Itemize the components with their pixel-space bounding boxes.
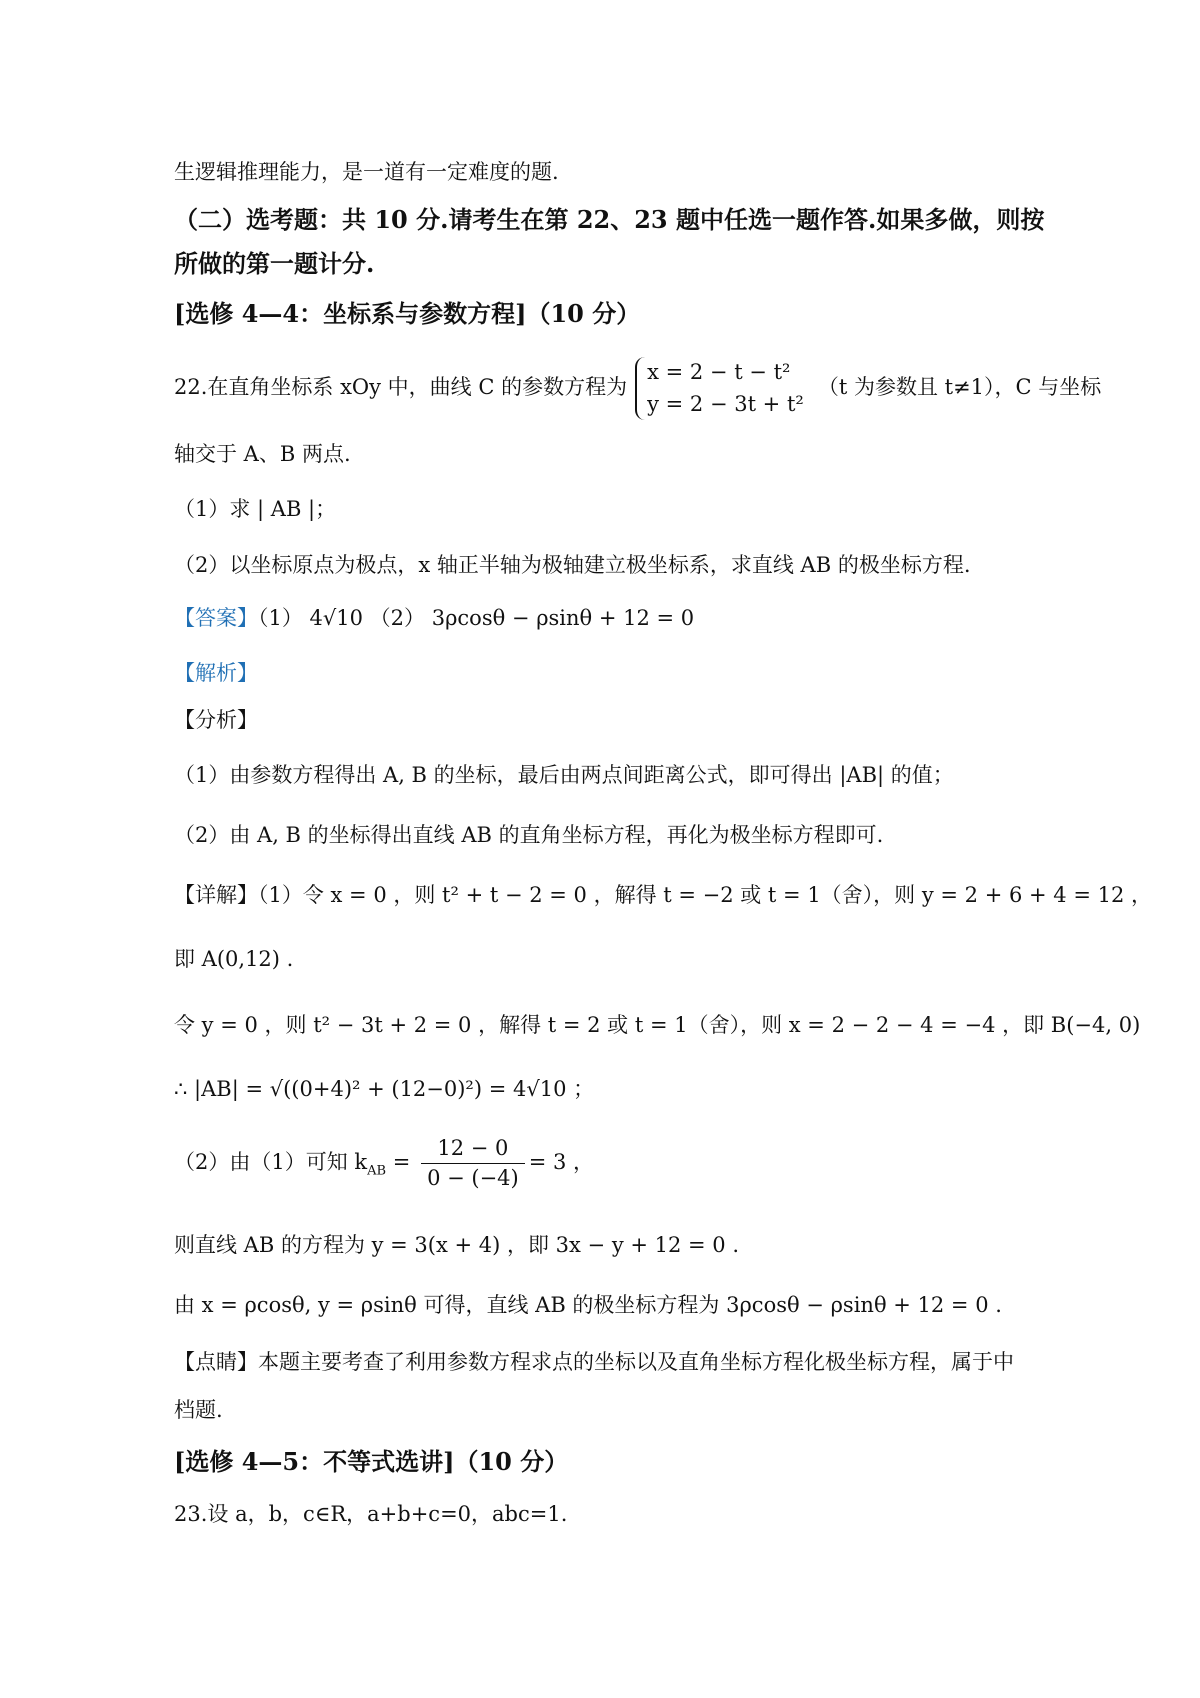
fenxi-label: 【分析】: [174, 708, 258, 732]
detail-2: 即 A(0,12) .: [174, 947, 294, 971]
answer-line: [174, 606, 694, 631]
detail-4: ∴ |AB| = √((0+4)² + (12−0)²) = 4√10 ；: [174, 1077, 595, 1101]
detail-5: [174, 1136, 594, 1191]
question-23: 23.设 a，b，c∈R，a+b+c=0，abc=1.: [174, 1502, 568, 1526]
fenxi-1: （1）由参数方程得出 A, B 的坐标，最后由两点间距离公式，即可得出 |AB| 的值；: [174, 763, 954, 787]
slope-fraction: [421, 1136, 525, 1191]
q22-line2: 轴交于 A、B 两点.: [174, 442, 351, 466]
detail-6: 则直线 AB 的方程为 y = 3(x + 4) ，即 3x − y + 12 = 0 .: [174, 1233, 740, 1257]
param-eq-y: y = 2 − 3t + t²: [647, 391, 804, 416]
elective-heading-4-4: [选修 4—4：坐标系与参数方程]（10 分）: [174, 299, 641, 328]
section-heading-cont: 所做的第一题计分.: [174, 249, 375, 278]
question-22: [174, 357, 1101, 420]
text-line: 生逻辑推理能力，是一道有一定难度的题.: [174, 160, 559, 184]
answer-label: 【答案】: [174, 606, 258, 630]
fenxi-2: （2）由 A, B 的坐标得出直线 AB 的直角坐标方程，再化为极坐标方程即可.: [174, 823, 884, 847]
slope-result: = 3 ，: [528, 1150, 595, 1175]
detail-3: 令 y = 0 ，则 t² − 3t + 2 = 0 ，解得 t = 2 或 t = 1（舍），则 x = 2 − 2 − 4 = −4 ，即 B(−4, 0): [174, 1013, 1141, 1037]
elective-heading-4-5: [选修 4—5：不等式选讲]（10 分）: [174, 1447, 569, 1476]
fraction-numerator: 12 − 0: [421, 1136, 525, 1164]
dianjing-1: 【点睛】本题主要考查了利用参数方程求点的坐标以及直角坐标方程化极坐标方程，属于中: [174, 1350, 1014, 1374]
answer-text: （1） 4√10 （2） 3ρcosθ − ρsinθ + 12 = 0: [258, 606, 695, 630]
param-equation-system: [635, 357, 810, 420]
analysis-label: 【解析】: [174, 661, 258, 685]
slope-lead: （2）由（1）可知 k: [174, 1150, 368, 1175]
detail-7: 由 x = ρcosθ, y = ρsinθ 可得，直线 AB 的极坐标方程为 3ρcosθ − ρsinθ + 12 = 0 .: [174, 1293, 1002, 1317]
q22-tail: （t 为参数且 t≠1），C 与坐标: [817, 375, 1102, 399]
q22-part2: （2）以坐标原点为极点，x 轴正半轴为极轴建立极坐标系，求直线 AB 的极坐标方程.: [174, 553, 971, 577]
slope-equals: =: [392, 1150, 411, 1175]
q22-part1: （1）求 | AB |；: [174, 497, 337, 521]
slope-subscript: AB: [367, 1163, 387, 1179]
fraction-denominator: 0 − (−4): [427, 1166, 519, 1191]
param-eq-x: x = 2 − t − t²: [647, 360, 791, 384]
dianjing-2: 档题.: [174, 1398, 223, 1422]
q22-lead: 22.在直角坐标系 xOy 中，曲线 C 的参数方程为: [174, 375, 628, 399]
section-heading: （二）选考题：共 10 分.请考生在第 22、23 题中任选一题作答.如果多做，则按: [174, 205, 1045, 234]
detail-1: 【详解】（1）令 x = 0 ，则 t² + t − 2 = 0 ，解得 t = −2 或 t = 1（舍），则 y = 2 + 6 + 4 = 12 ，: [174, 883, 1152, 907]
